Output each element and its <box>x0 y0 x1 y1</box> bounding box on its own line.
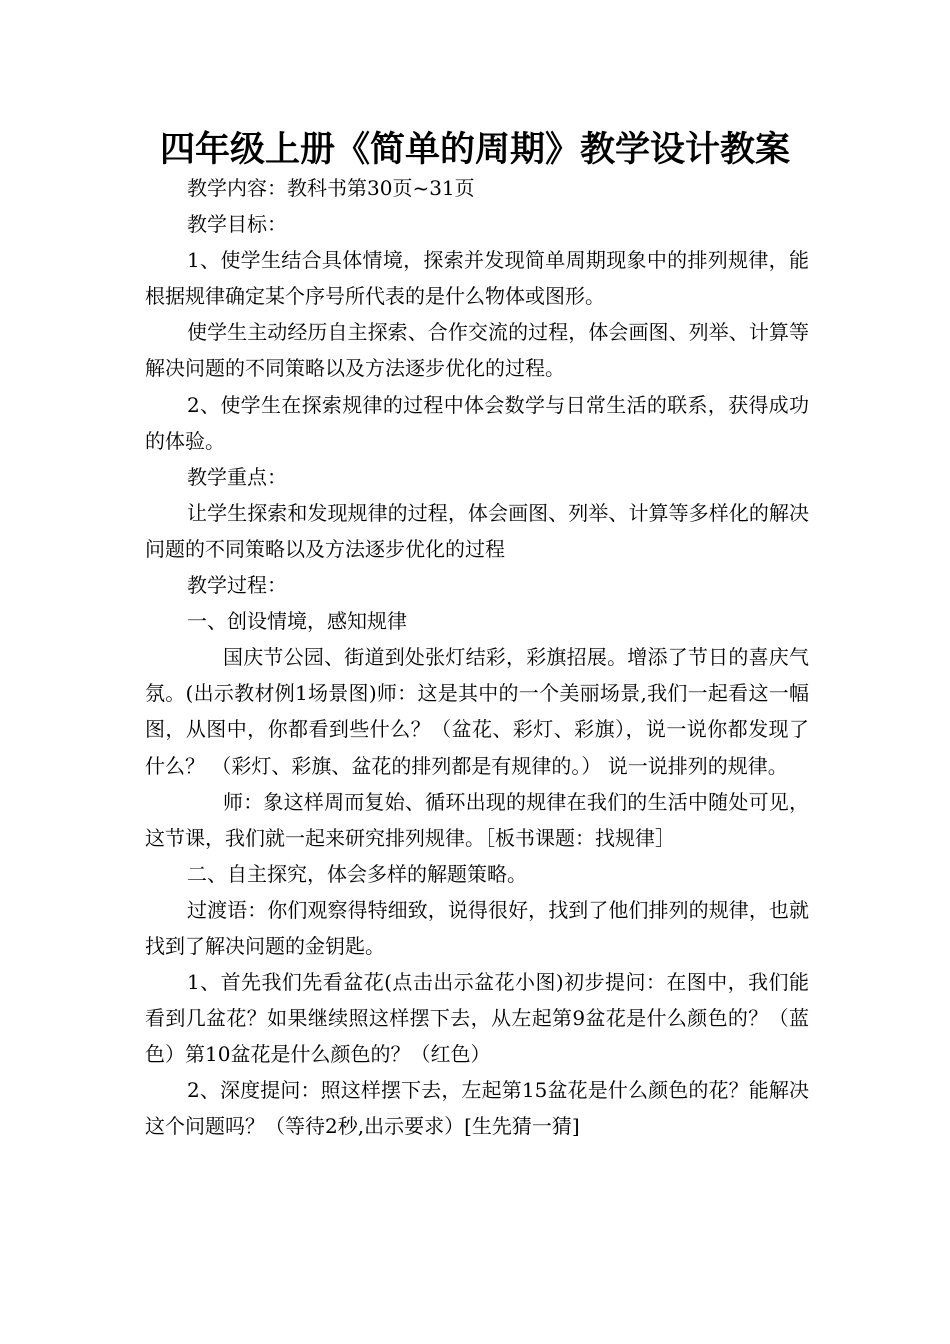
paragraph-teacher-summary: 师：象这样周而复始、循环出现的规律在我们的生活中随处可见，这节课，我们就一起来研究排列规律。［板书课题：找规律］ <box>145 789 809 850</box>
paragraph-question-1: 1、首先我们先看盆花(点击出示盆花小图)初步提问：在图中，我们能看到几盆花？如果继续照这样摆下去，从左起第9盆花是什么颜色的？（蓝色）第10盆花是什么颜色的？（红色） <box>145 970 809 1067</box>
paragraph-teaching-content: 教学内容：教科书第30页~31页 <box>187 176 475 200</box>
paragraph-question-2: 2、深度提问：照这样摆下去，左起第15盆花是什么颜色的花？能解决这个问题吗？（等待2秒,出示要求）[生先猜一猜] <box>145 1078 809 1139</box>
paragraph-key-points-heading: 教学重点： <box>187 464 287 489</box>
paragraph-process-heading: 教学过程： <box>187 573 287 598</box>
paragraph-goal-2: 2、使学生在探索规律的过程中体会数学与日常生活的联系，获得成功的体验。 <box>145 392 809 453</box>
paragraph-goal-process: 使学生主动经历自主探索、合作交流的过程，体会画图、列举、计算等解决问题的不同策略以及方法逐步优化的过程。 <box>145 320 809 381</box>
paragraph-section-2-heading: 二、自主探究，体会多样的解题策略。 <box>187 861 527 886</box>
paragraph-goal-1: 1、使学生结合具体情境，探索并发现简单周期现象中的排列规律，能根据规律确定某个序号所代表的是什么物体或图形。 <box>145 248 809 309</box>
paragraph-section-1-heading: 一、创设情境，感知规律 <box>187 609 407 634</box>
paragraph-teaching-goals-heading: 教学目标： <box>187 212 287 237</box>
document-title: 四年级上册《简单的周期》教学设计教案 <box>159 130 790 170</box>
paragraph-scene-intro: 国庆节公园、街道到处张灯结彩，彩旗招展。增添了节日的喜庆气氛。(出示教材例1场景图)师：这是其中的一个美丽场景,我们一起看这一幅图，从图中，你都看到些什么？（盆花、彩灯、彩旗），说一说你都发现了什么？ （彩灯、彩旗、盆花的排列都是有规律的。） 说一说排列的规律。 <box>145 645 809 778</box>
document-body <box>145 170 809 1145</box>
paragraph-key-points: 让学生探索和发现规律的过程，体会画图、列举、计算等多样化的解决问题的不同策略以及方法逐步优化的过程 <box>145 500 809 561</box>
paragraph-transition: 过渡语：你们观察得特细致，说得很好，找到了他们排列的规律，也就找到了解决问题的金钥匙。 <box>145 897 809 958</box>
